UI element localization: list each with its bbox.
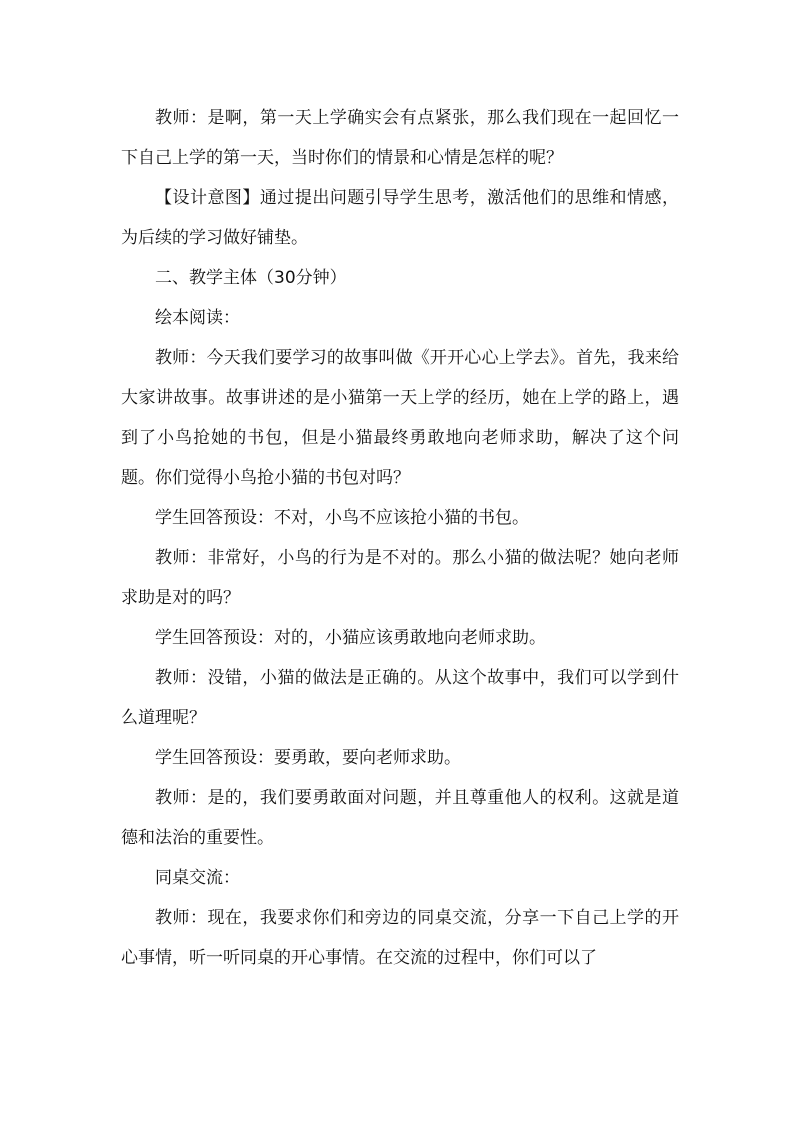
paragraph-student-answer-3: 学生回答预设：要勇敢，要向老师求助。	[155, 748, 461, 768]
section-heading-teaching-body: 二、教学主体（30分钟）	[155, 268, 347, 288]
paragraph-student-answer-1: 学生回答预设：不对，小鸟不应该抢小猫的书包。	[155, 508, 529, 528]
subheading-picture-book-reading: 绘本阅读：	[155, 308, 240, 328]
paragraph-teacher-summary: 教师：是的，我们要勇敢面对问题，并且尊重他人的权利。这就是道德和法治的重要性。	[121, 788, 679, 848]
paragraph-teacher-recall: 教师：是啊，第一天上学确实会有点紧张，那么我们现在一起回忆一下自己上学的第一天，当时你们的情景和心情是怎样的呢？	[121, 108, 679, 168]
paragraph-teacher-story: 教师：今天我们要学习的故事叫做《开开心心上学去》。首先，我来给大家讲故事。故事讲述的是小猫第一天上学的经历，她在上学的路上，遇到了小鸟抢她的书包，但是小猫最终勇敢地向老师求助，解决了这个问题。你们觉得小鸟抢小猫的书包对吗？	[121, 348, 679, 488]
paragraph-teacher-exchange: 教师：现在，我要求你们和旁边的同桌交流，分享一下自己上学的开心事情，听一听同桌的开心事情。在交流的过程中，你们可以了	[121, 908, 679, 968]
paragraph-teacher-question-3: 教师：没错，小猫的做法是正确的。从这个故事中，我们可以学到什么道理呢？	[121, 668, 679, 728]
subheading-desk-mate-exchange: 同桌交流：	[155, 868, 240, 888]
paragraph-teacher-question-2: 教师：非常好，小鸟的行为是不对的。那么小猫的做法呢？她向老师求助是对的吗？	[121, 548, 679, 608]
document-page	[121, 98, 679, 978]
paragraph-student-answer-2: 学生回答预设：对的，小猫应该勇敢地向老师求助。	[155, 628, 546, 648]
paragraph-design-intent: 【设计意图】通过提出问题引导学生思考，激活他们的思维和情感，为后续的学习做好铺垫。	[121, 188, 679, 248]
